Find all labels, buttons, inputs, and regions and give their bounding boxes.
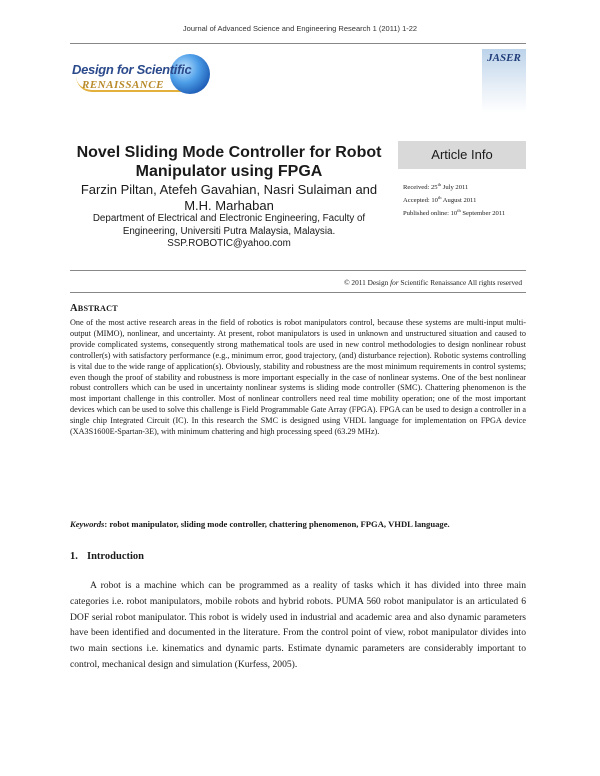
article-info-dates xyxy=(403,180,533,220)
logo-line2: RENAISSANCE xyxy=(82,79,164,91)
paper-authors: Farzin Piltan, Atefeh Gavahian, Nasri Sulaiman and M.H. Marhaban xyxy=(80,182,378,213)
affiliation-text: Department of Electrical and Electronic Engineering, Faculty of Engineering, Universiti Putra Malaysia, Malaysia. xyxy=(92,213,366,237)
received-date: Received: 25th July 2011 xyxy=(403,182,469,192)
logo-line1: Design for Scientific xyxy=(72,62,192,77)
author-email: SSP.ROBOTIC@yahoo.com xyxy=(167,238,291,249)
jaser-badge xyxy=(482,49,526,113)
section-heading-introduction: 1. Introduction xyxy=(70,551,144,562)
abstract-heading: ABSTRACT xyxy=(70,303,118,314)
running-head: Journal of Advanced Science and Engineering Research 1 (2011) 1-22 xyxy=(182,24,418,33)
jaser-badge-text: JASER xyxy=(487,52,521,64)
copyright-notice: © 2011 Design for Scientific Renaissance All rights reserved xyxy=(344,278,522,287)
author-affiliation xyxy=(70,213,388,251)
divider-bottom xyxy=(70,292,526,293)
published-date: Published online: 10th September 2011 xyxy=(403,208,506,218)
keywords: Keywords: robot manipulator, sliding mode controller, chattering phenomenon, FPGA, VHDL language. xyxy=(70,519,450,529)
accepted-date: Accepted: 10th August 2011 xyxy=(403,195,477,205)
abstract-text: One of the most active research areas in the field of robotics is robot manipulators control, because these systems are multi-input multi-output (MIMO), nonlinear, and uncertainty. At present, robot manipulators is used in unknown and unstructured situation and caused to provide complicated systems, consequently strong mathematical tools are used in new control methodologies to design nonlinear robust controller(s) with satisfactory performance (e.g., minimum error, good trajectory, (and) disturbance rejection). Robotic systems controlling is vital due to the wide range of application(s). Obviously, stability and robustness are the most minimum requirements in control systems; even though the proof of stability and robustness is more important especially in the case of nonlinear systems. One of the best nonlinear robust controllers which can be used in uncertainty nonlinear systems is sliding mode controller (SMC). Chattering phenomenon is the most important challenge in this controller. Most of nonlinear controllers need real time mobility operation; one of the most important devices which can be used to solve this challenge is Field Programmable Gate Array (FPGA). FPGA can be used to design a controller in a single chip Integrated Circuit (IC). In this research the SMC is designed using VHDL language for implementation on FPGA device (XA3S1600E-Spartan-3E), with minimum chattering and high processing speed (63.29 MHz). xyxy=(70,318,526,437)
divider-top xyxy=(70,270,526,271)
paper-title: Novel Sliding Mode Controller for Robot Manipulator using FPGA xyxy=(76,144,382,180)
publisher-logo xyxy=(70,52,210,102)
header-rule xyxy=(70,43,526,44)
introduction-paragraph: A robot is a machine which can be programmed as a reality of tasks which it has divided into three main categories i.e. robot manipulators, mobile robots and hybrid robots. PUMA 560 robot manipulator is an articulated 6 DOF serial robot manipulator. This robot is widely used in industrial and academic area and also dynamic parameters have been identified and documented in the literature. From the control point of view, robot manipulator divides into two main sections i.e. kinematics and dynamic parts. Estimate dynamic parameters are considerably important to control, mechanical design and simulation (Kurfess, 2005). xyxy=(70,580,526,670)
article-info-heading: Article Info xyxy=(398,141,526,169)
